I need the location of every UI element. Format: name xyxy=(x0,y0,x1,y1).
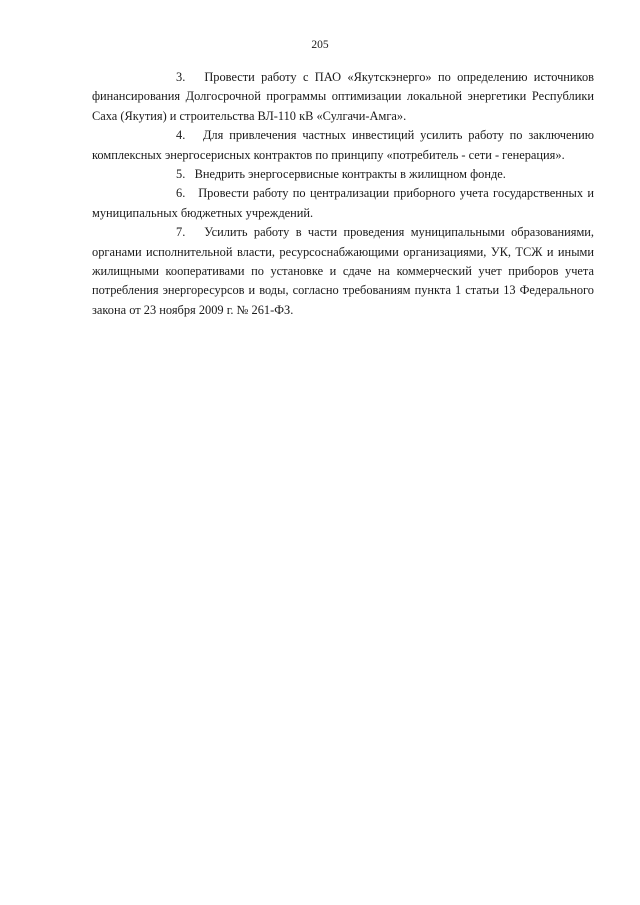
list-item-7 xyxy=(92,223,594,320)
list-item-3 xyxy=(92,68,594,126)
item-text: Провести работу по централизации приборного учета государственных и муниципальных бюджетных учреждений. xyxy=(92,186,594,220)
item-text: Усилить работу в части проведения муниципальными образованиями, органами исполнительной власти, ресурсоснабжающими организациями, УК, ТСЖ и иными жилищными кооперативами по установке и сдаче на коммерческий учет приборов учета потребления энергоресурсов и воды, согласно требованиям пункта 1 статьи 13 Федерального закона от 23 ноября 2009 г. № 261-ФЗ. xyxy=(92,225,595,317)
item-number: 4. xyxy=(176,128,186,143)
item-text: Для привлечения частных инвестиций усилить работу по заключению комплексных энергосерисных контрактов по принципу «потребитель - сети - генерация». xyxy=(92,128,595,162)
item-number: 3. xyxy=(176,70,186,84)
list-item-5 xyxy=(92,165,594,184)
item-text: Провести работу с ПАО «Якутскэнерго» по определению источников финансирования Долгосрочной программы оптимизации локальной энергетики Республики Саха (Якутия) и строительства ВЛ-110 кВ «Сулгачи-Амга». xyxy=(92,70,594,123)
list-item-6 xyxy=(92,184,594,223)
item-number: 5. xyxy=(176,167,186,182)
page-number: 205 xyxy=(311,39,329,51)
list-item-4 xyxy=(92,126,594,165)
item-number: 6. xyxy=(176,186,186,201)
item-text: Внедрить энергосервисные контракты в жилищном фонде. xyxy=(194,167,506,182)
item-number: 7. xyxy=(176,225,186,240)
document-body xyxy=(92,68,594,320)
